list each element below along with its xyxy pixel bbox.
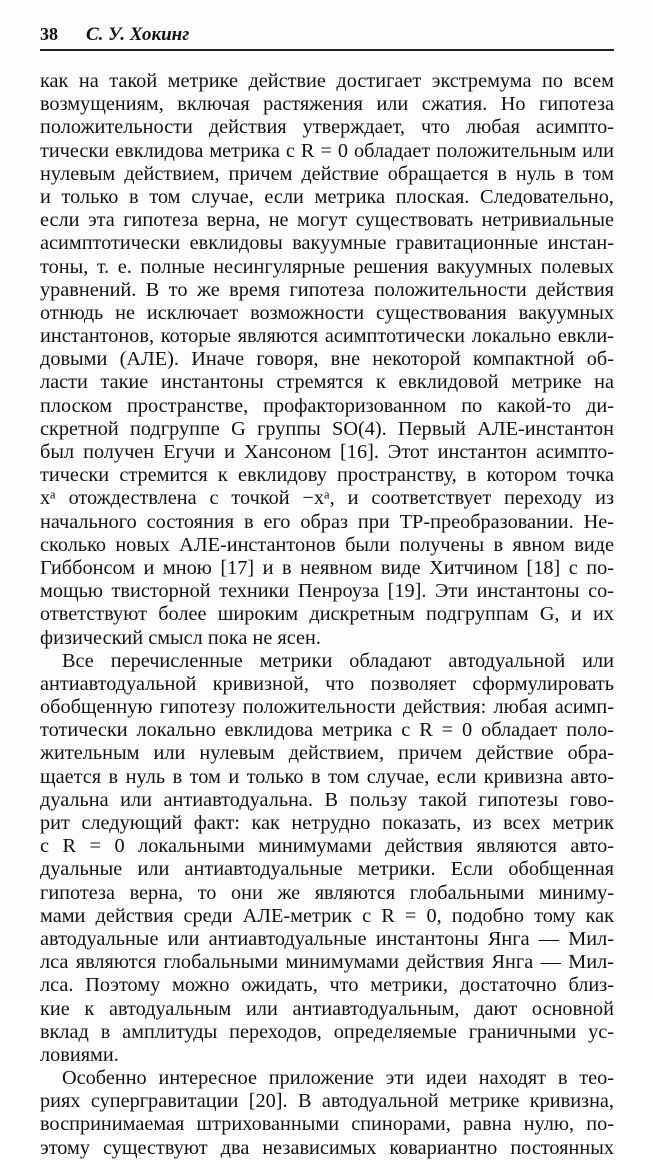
page-number: 38 (40, 24, 58, 44)
text-line: этому существуют два независимых ковариантно постоянных (40, 1136, 614, 1159)
text-line: как на такой метрике действие достигает экстремума по всем (40, 70, 614, 92)
paragraph (40, 1067, 614, 1160)
header-rule (40, 49, 614, 51)
text-line: был получен Егучи и Хансоном [16]. Этот инстантон асимпто- (40, 441, 614, 463)
text-line: Все перечисленные метрики обладают автодуальной или (62, 649, 614, 672)
text-line: жительным или нулевым действием, причем действие обра- (40, 742, 614, 765)
running-head: С. У. Хокинг (86, 24, 190, 45)
text-line: лса являются глобальными минимумами действия Янга — Мил- (40, 951, 614, 974)
text-line: рит следующий факт: как нетрудно показать, из всех метрик (40, 812, 614, 834)
text-line: физический смысл пока не ясен. (40, 626, 321, 649)
text-line: инстантонов, которые являются асимптотически локально евкли- (40, 325, 614, 348)
text-line: обобщенную гипотезу положительности действия: любая асимп- (40, 696, 614, 719)
body-text (40, 70, 614, 1160)
text-line: уравнений. В то же время гипотеза положительности действия (40, 278, 614, 301)
text-line: кие к автодуальным или антиавтодуальным, дают основной (40, 997, 614, 1020)
text-line: лса. Поэтому можно ожидать, что метрики, достаточно близ- (40, 974, 614, 997)
text-line: мами действия среди АЛЕ-метрик с R = 0, подобно тому как (40, 904, 614, 927)
text-line: ласти такие инстантоны стремятся к евклидовой метрике на (40, 371, 614, 394)
text-line: отнюдь не исключает возможности существования вакуумных (40, 301, 614, 324)
text-line: дуальные или антиавтодуальные метрики. Если обобщенная (40, 858, 614, 881)
text-line: автодуальные или антиавтодуальные инстантоны Янга — Мил- (40, 927, 614, 950)
text-line: антиавтодуальной кривизной, что позволяет сформулировать (40, 672, 614, 695)
text-line: воспринимаемая штрихованными спинорами, равна нулю, по- (40, 1113, 614, 1136)
text-line: гипотеза верна, то они же являются глобальными миниму- (40, 881, 614, 904)
text-line: xᵃ отождествлена с точкой −xᵃ, и соответствует переходу из (40, 487, 614, 510)
paragraph (40, 70, 614, 650)
text-line: Особенно интересное приложение эти идеи находят в тео- (62, 1067, 614, 1090)
text-line: довыми (АЛЕ). Иначе говоря, вне некоторой компактной об- (40, 348, 614, 371)
text-line: ответствуют более широким дискретным подгруппам G, и их (40, 603, 614, 626)
text-line: возмущениям, включая растяжения или сжатия. Но гипотеза (40, 93, 614, 116)
text-line: асимптотически евклидовы вакуумные гравитационные инстан- (40, 232, 614, 255)
text-line: дуальна или антиавтодуальна. В пользу такой гипотезы гово- (40, 788, 614, 811)
text-line: с R = 0 локальными минимумами действия являются авто- (40, 835, 614, 858)
text-line: скретной подгруппе G группы SO(4). Первый АЛЕ-инстантон (40, 417, 614, 440)
text-line: тоны, т. е. полные несингулярные решения вакуумных полевых (40, 255, 614, 278)
text-line: тически стремится к евклидову пространству, в котором точка (40, 464, 614, 487)
text-line: вклад в амплитуды переходов, определяемые граничными ус- (40, 1020, 614, 1043)
paragraph (40, 650, 614, 1067)
text-line: риях супергравитации [20]. В автодуальной метрике кривизна, (40, 1090, 614, 1113)
text-line: тотически локально евклидова метрика с R = 0 обладает поло- (40, 719, 614, 742)
text-line: положительности действия утверждает, что любая асимпто- (40, 116, 614, 139)
text-line: начального состояния в его образ при TP-преобразовании. Не- (40, 510, 614, 533)
page-header (40, 24, 614, 54)
text-line: Гиббонсом и мною [17] и в неявном виде Хитчином [18] с по- (40, 556, 614, 579)
text-line: щается в нуль в том и только в том случае, если кривизна авто- (40, 765, 614, 788)
text-line: тически евклидова метрика с R = 0 обладает положительным или (40, 139, 614, 162)
text-line: сколько новых АЛЕ-инстантонов были получены в явном виде (40, 533, 614, 556)
text-line: нулевым действием, причем действие обращается в нуль в том (40, 162, 614, 185)
text-line: если эта гипотеза верна, не могут существовать нетривиальные (40, 209, 614, 232)
text-line: и только в том случае, если метрика плоская. Следовательно, (40, 185, 614, 208)
text-line: плоском пространстве, профакторизованном по какой-то ди- (40, 394, 614, 417)
text-line: мощью твисторной техники Пенроуза [19]. Эти инстантоны со- (40, 580, 614, 603)
text-line: ловиями. (40, 1043, 119, 1066)
